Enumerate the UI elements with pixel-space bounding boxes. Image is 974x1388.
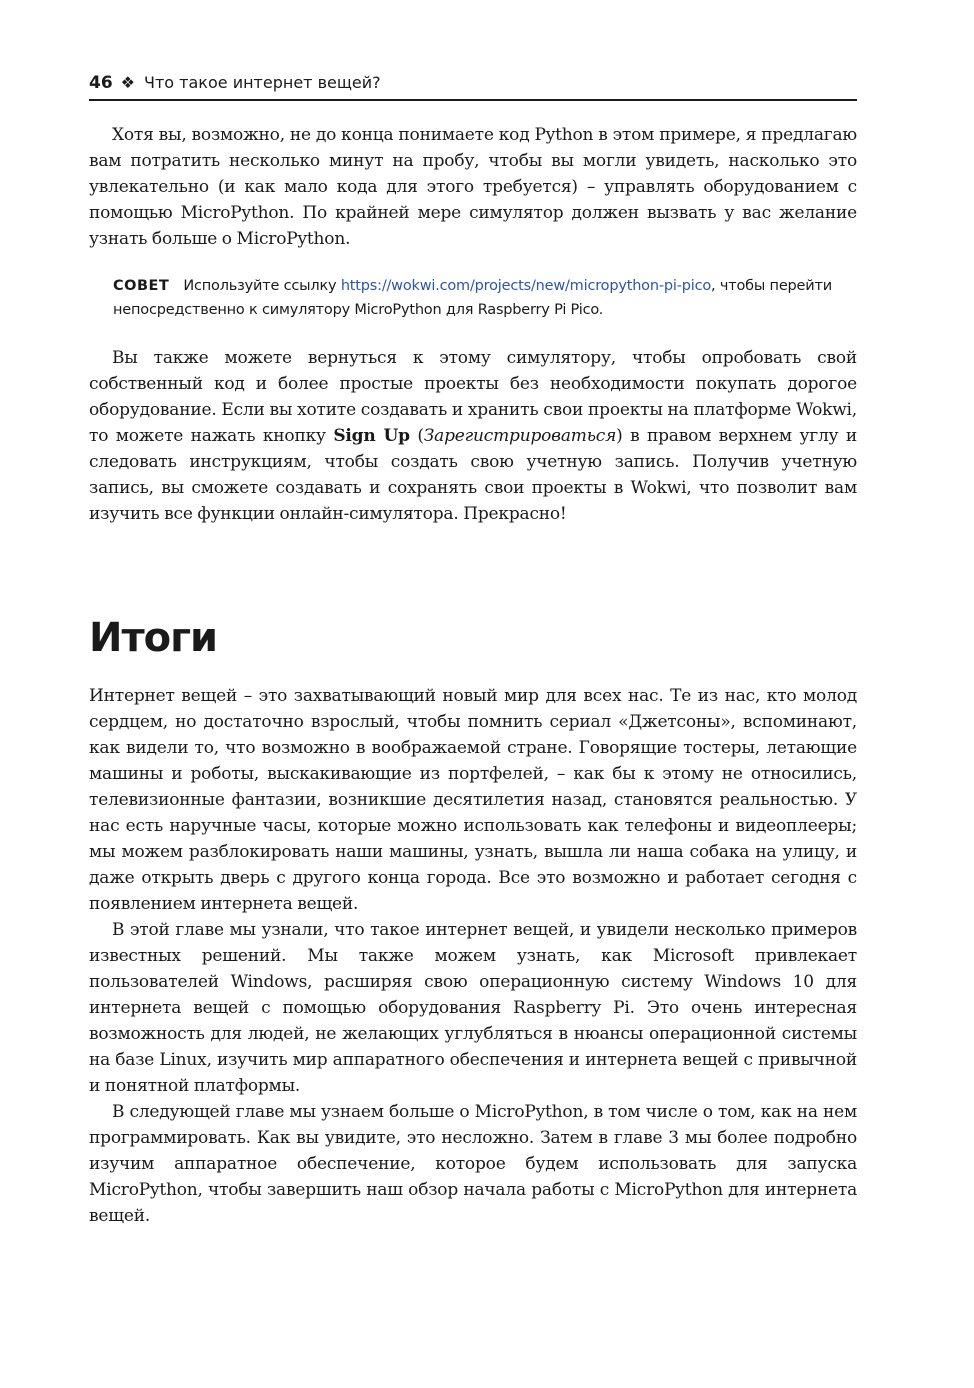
wokwi-paragraph — [89, 345, 857, 527]
intro-paragraph: Хотя вы, возможно, не до конца понимаете код Python в этом примере, я предлагаю вам потратить несколько минут на пробу, чтобы вы могли увидеть, насколько это увлекательно (и как мало кода для этого требуется) – управлять оборудованием с помощью MicroPython. По крайней мере симулятор должен вызвать у вас желание узнать больше о MicroPython. — [89, 125, 857, 249]
running-header — [89, 70, 857, 101]
sign-up-translation: Зарегистрироваться — [423, 426, 617, 446]
section-heading: Итоги — [89, 615, 218, 661]
wokwi-text-after: ) в правом верхнем углу и следовать инструкциям, чтобы создать свою учетную запись. Получив учетную запись, вы сможете создавать и сохранять свои проекты в Wokwi, что позволит вам изучить все функции онлайн-симулятора. Прекрасно! — [89, 426, 857, 524]
tip-text-after: , чтобы перейти непосредственно к симулятору MicroPython для Raspberry Pi Pico. — [113, 278, 832, 318]
tip-box — [113, 274, 834, 322]
summary-paragraph-3: В следующей главе мы узнаем больше о MicroPython, в том числе о том, как на нем программировать. Как вы увидите, это несложно. Затем в главе 3 мы более подробно изучим аппаратное обеспечение, которое будем использовать для запуска MicroPython, чтобы завершить наш обзор начала работы с MicroPython для интернета вещей. — [89, 1102, 857, 1226]
summary-paragraph-1: Интернет вещей – это захватывающий новый мир для всех нас. Те из нас, кто молод сердцем, но достаточно взрослый, чтобы помнить сериал «Джетсоны», вспоминают, как видели то, что возможно в воображаемой стране. Говорящие тостеры, летающие машины и роботы, выскакивающие из портфелей, – как бы к этому не относились, телевизионные фантазии, возникшие десятилетия назад, становятся реальностью. У нас есть наручные часы, которые можно использовать как телефоны и видеоплееры; мы можем разблокировать наши машины, узнать, вышла ли наша собака на улицу, и даже открыть дверь с другого конца города. Все это возможно и работает сегодня с появлением интернета вещей. — [89, 686, 857, 914]
tip-link[interactable]: https://wokwi.com/projects/new/micropython-pi-pico — [340, 278, 712, 294]
wokwi-text-before: Вы также можете вернуться к этому симулятору, чтобы опробовать свой собственный код и более простые проекты без необходимости покупать дорогое оборудование. Если вы хотите создавать и хранить свои проекты на платформе Wokwi, то можете нажать кнопку — [89, 348, 857, 446]
summary-paragraph-2: В этой главе мы узнали, что такое интернет вещей, и увидели несколько примеров известных решений. Мы также можем узнать, как Microsoft привлекает пользователей Windows, расширяя свою операционную систему Windows 10 для интернета вещей с помощью оборудования Raspberry Pi. Это очень интересная возможность для людей, не желающих углубляться в нюансы операционной системы на базе Linux, изучить мир аппаратного обеспечения и интернета вещей с привычной и понятной платформы. — [89, 920, 857, 1096]
ornament-icon: ❖ — [120, 73, 136, 92]
tip-text-before: Используйте ссылку — [183, 278, 341, 294]
summary-section — [89, 683, 857, 1229]
tip-label: СОВЕТ — [113, 278, 170, 294]
sign-up-label: Sign Up — [333, 426, 410, 446]
page-number: 46 — [89, 73, 113, 93]
paren-open: ( — [409, 426, 424, 446]
chapter-title: Что такое интернет вещей? — [144, 73, 381, 92]
